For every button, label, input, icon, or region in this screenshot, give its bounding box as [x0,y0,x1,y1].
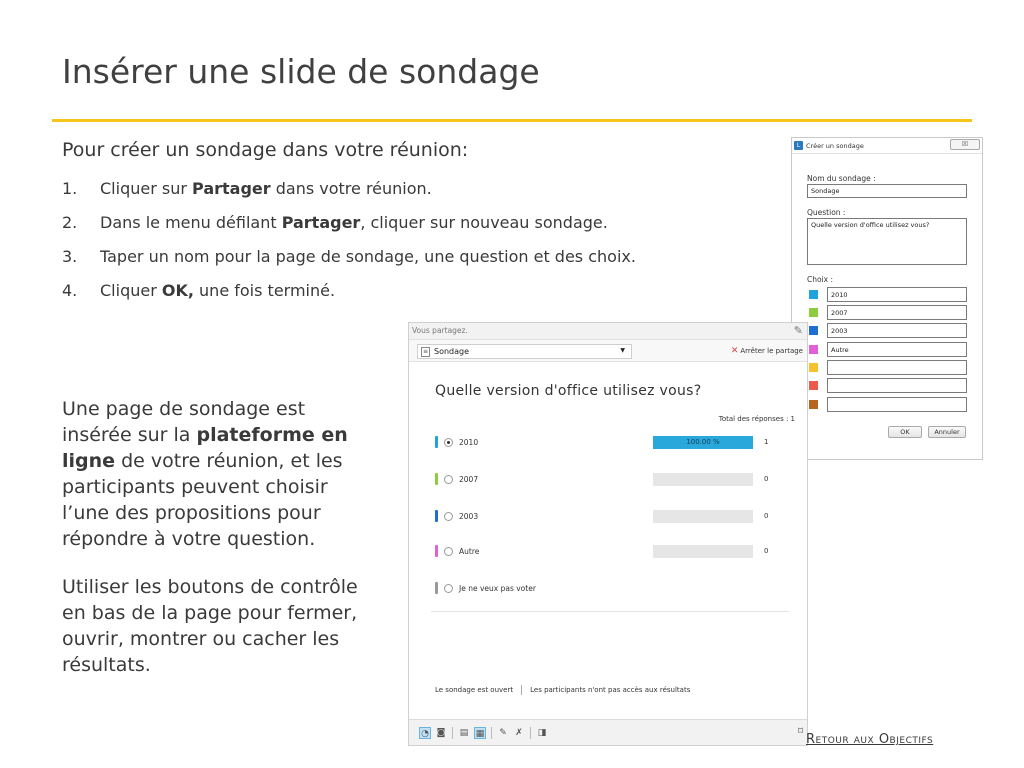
save-results-icon[interactable]: ◨ [537,728,547,738]
step-number: 1. [62,179,78,198]
close-poll-icon[interactable]: ◙ [436,728,446,738]
show-results-icon[interactable]: ▦ [475,729,485,739]
dialog-title: Créer un sondage [806,142,864,150]
choice-row [807,342,967,357]
poll-controls-toolbar [409,719,807,745]
result-bar [653,510,753,523]
choice-row [807,378,967,393]
option-color-bar [435,582,438,594]
choice-input[interactable]: 2003 [827,323,967,338]
radio-button[interactable] [444,512,453,521]
result-bar [653,473,753,486]
ok-button[interactable]: OK [888,426,922,438]
result-count: 1 [764,438,769,446]
chevron-down-icon: ▼ [620,347,625,354]
option-label: 2003 [459,512,479,521]
app-icon: L [794,141,803,150]
poll-option-row[interactable] [435,436,787,450]
step-number: 3. [62,247,78,266]
result-percent: 100.00 % [686,438,720,446]
radio-selected[interactable] [444,438,453,447]
dialog-titlebar [792,138,982,154]
divider [521,685,522,695]
result-count: 0 [764,512,769,520]
poll-name-label: Nom du sondage : [807,174,876,183]
step-item [62,246,642,268]
result-count: 0 [764,475,769,483]
step-text: une fois terminé. [193,281,336,300]
choice-row [807,360,967,375]
controls-paragraph: Utiliser les boutons de contrôle en bas de la page pour fermer, ouvrir, montrer ou cacher les résultats. [62,576,358,676]
title-underline [52,119,972,122]
radio-button[interactable] [444,547,453,556]
create-poll-dialog [791,137,983,460]
slide-title: Insérer une slide de sondage [62,52,540,91]
hide-results-icon[interactable]: ▤ [459,728,469,738]
choice-input[interactable] [827,378,967,393]
toolbar-separator [491,727,492,739]
option-color-bar [435,545,438,557]
step-text: Cliquer [100,281,162,300]
clear-votes-icon[interactable]: ✗ [515,728,523,738]
sharing-status: Vous partagez. [412,326,468,335]
step-number: 4. [62,281,78,300]
step-bold: OK, [161,281,194,300]
sharing-bar [409,323,807,340]
step-text: Dans le menu défilant [100,213,282,232]
toolbar-separator [530,727,531,739]
choice-color-swatch [809,345,818,354]
abstain-label: Je ne veux pas voter [459,584,536,593]
choice-color-swatch [809,326,818,335]
description-paragraph [62,396,372,552]
divider [431,611,789,612]
step-item [62,280,642,302]
choice-row [807,397,967,412]
choice-input[interactable] [827,397,967,412]
option-color-bar [435,436,438,448]
option-label: 2007 [459,475,479,484]
step-number: 2. [62,213,78,232]
poll-status [435,685,690,695]
step-item [62,178,642,200]
step-text: , cliquer sur nouveau sondage. [360,213,608,232]
choice-color-swatch [809,290,818,299]
choice-row [807,305,967,320]
option-color-bar [435,510,438,522]
choice-input[interactable] [827,360,967,375]
poll-option-row[interactable] [435,473,787,487]
step-text: Taper un nom pour la page de sondage, une question et des choix. [100,247,636,266]
poll-panel [408,322,808,746]
edit-poll-icon[interactable]: ✎ [499,728,507,738]
choice-color-swatch [809,308,818,317]
question-label: Question : [807,208,846,217]
result-count: 0 [764,547,769,555]
cancel-button[interactable]: Annuler [928,426,966,438]
pen-icon[interactable]: ✎ [793,324,803,337]
poll-open-status: Le sondage est ouvert [435,686,514,694]
expand-icon[interactable]: ⌑ [797,726,803,737]
question-input[interactable]: Quelle version d'office utilisez vous? [807,218,967,265]
content-select[interactable] [417,344,632,359]
poll-content [417,363,799,717]
back-to-objectives-link[interactable]: Retour aux Objectifs [806,732,934,747]
choices-label: Choix : [807,275,834,284]
para-text: de votre réunion, et les participants peuvent choisir l’une des propositions pour répondre à votre question. [62,450,343,550]
choice-color-swatch [809,363,818,372]
poll-option-row[interactable] [435,510,787,524]
option-label: Autre [459,547,480,556]
para-text: Une page de sondage est insérée sur la [62,398,306,446]
close-icon: ✕ [730,346,739,356]
step-bold: Partager [192,179,271,198]
choice-input[interactable]: Autre [827,342,967,357]
step-text: Cliquer sur [100,179,193,198]
choice-color-swatch [809,400,818,409]
poll-name-input[interactable]: Sondage [807,184,967,198]
option-color-bar [435,473,438,485]
poll-question: Quelle version d'office utilisez vous? [435,383,702,399]
step-bold: Partager [281,213,361,232]
step-item [62,212,642,234]
radio-button[interactable] [444,475,453,484]
content-toolbar [409,340,807,362]
stop-sharing-label: Arrêter le partage [740,347,803,355]
choice-row [807,323,967,338]
poll-option-row[interactable] [435,545,787,559]
open-poll-icon[interactable]: ◔ [419,727,431,739]
poll-icon: ≡ [422,348,429,355]
option-label: 2010 [459,438,479,447]
result-bar [653,436,753,449]
abstain-row[interactable] [435,582,787,596]
choice-input[interactable]: 2010 [827,287,967,302]
choice-input[interactable]: 2007 [827,305,967,320]
content-select-value: Sondage [434,347,470,356]
toolbar-separator [452,727,453,739]
close-icon[interactable]: ☒ [950,139,980,150]
results-visibility-status: Les participants n'ont pas accès aux résultats [530,686,691,694]
stop-sharing-button[interactable] [731,346,803,356]
radio-button[interactable] [444,584,453,593]
result-bar [653,545,753,558]
total-responses: Total des réponses : 1 [718,415,795,423]
step-text: dans votre réunion. [270,179,432,198]
intro-text: Pour créer un sondage dans votre réunion: [62,139,469,161]
steps-list [62,178,642,314]
para-bold: plateforme en ligne [62,424,348,472]
choice-color-swatch [809,381,818,390]
choice-row [807,287,967,302]
